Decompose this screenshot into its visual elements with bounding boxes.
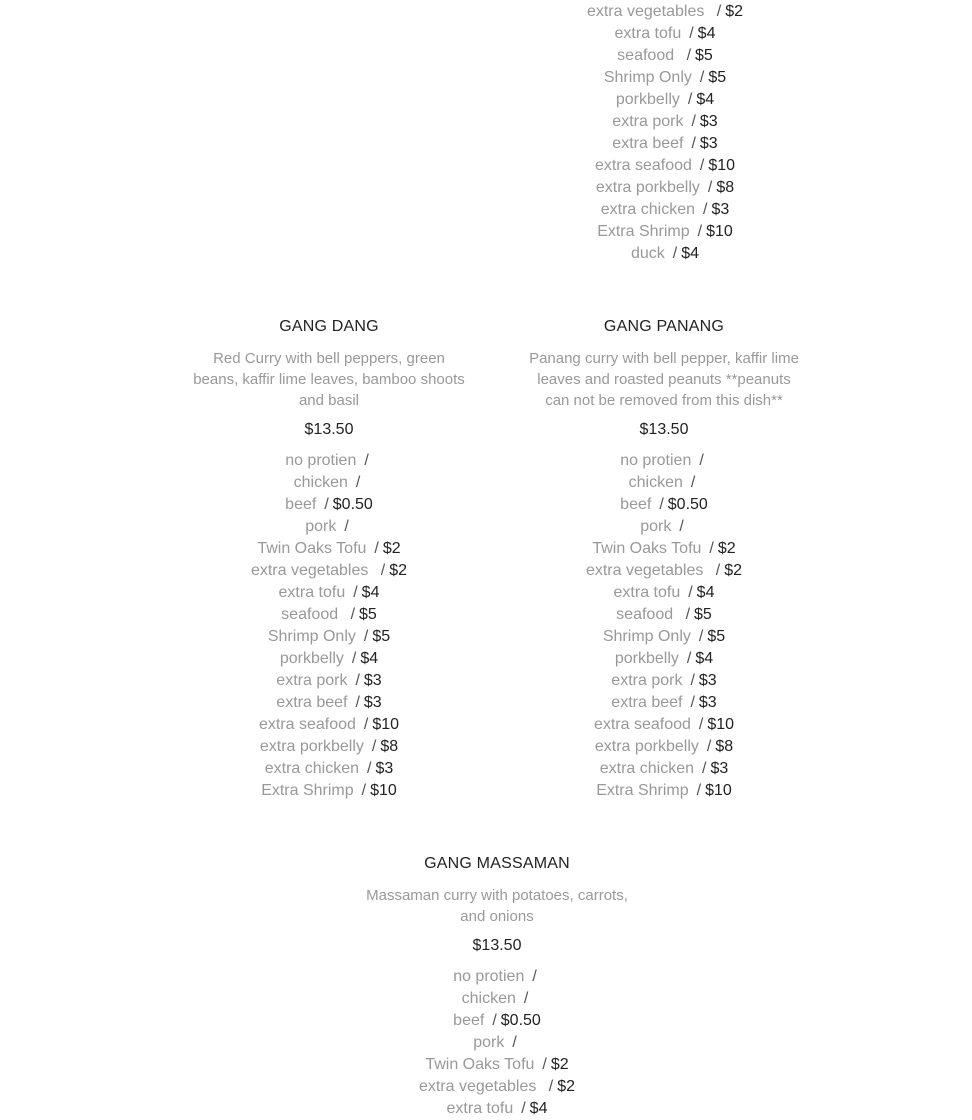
option-row: [529, 450, 799, 472]
option-separator: /: [702, 760, 707, 777]
menu-item-title: GANG MASSAMAN: [424, 855, 570, 872]
option-price: $4: [695, 650, 714, 667]
option-row: [362, 1010, 632, 1032]
option-row: [530, 133, 800, 155]
option-price: $4: [361, 584, 380, 601]
option-separator: /: [364, 452, 369, 469]
option-name: pork: [305, 518, 337, 535]
option-name: extra beef: [611, 694, 683, 711]
option-price: $2: [717, 540, 736, 557]
option-row: [189, 604, 469, 626]
option-name: extra porkbelly: [595, 179, 700, 196]
option-price: $10: [705, 782, 732, 799]
option-name: beef: [285, 496, 317, 513]
option-name: Extra Shrimp: [596, 782, 689, 799]
option-name: Shrimp Only: [267, 628, 356, 645]
option-price: $0.50: [332, 496, 373, 513]
option-name: extra tofu: [614, 25, 682, 42]
option-price: $3: [710, 760, 729, 777]
option-row: [530, 111, 800, 133]
menu-item-price: $13.50: [304, 421, 354, 438]
menu-item-gang-dang: [189, 317, 469, 802]
option-name: pork: [473, 1034, 505, 1051]
option-separator: /: [687, 91, 693, 108]
option-separator: /: [699, 452, 704, 469]
option-row: [530, 23, 800, 45]
option-row: [530, 89, 800, 111]
option-price: $8: [380, 738, 399, 755]
option-separator: /: [659, 496, 664, 513]
option-price: $5: [695, 47, 713, 64]
option-name: extra chicken: [599, 760, 694, 777]
option-price: $5: [359, 606, 377, 623]
option-separator: /: [355, 474, 361, 491]
option-name: porkbelly: [279, 650, 344, 667]
option-price: $10: [370, 782, 397, 799]
option-separator: /: [698, 628, 704, 645]
menu-item-price: $13.50: [472, 937, 522, 954]
menu-item-description: Massaman curry with potatoes, carrots, and onions: [366, 887, 628, 925]
option-separator: /: [521, 1100, 526, 1117]
option-separator: /: [542, 1056, 547, 1073]
option-name: extra vegetables: [418, 1078, 541, 1095]
option-row: [529, 582, 799, 604]
option-separator: /: [696, 782, 702, 799]
option-separator: /: [350, 606, 356, 623]
option-row: [189, 494, 469, 516]
option-separator: /: [716, 3, 722, 20]
option-price: $8: [716, 179, 735, 196]
option-list: [362, 966, 632, 1120]
option-separator: /: [691, 135, 696, 152]
option-separator: /: [374, 540, 379, 557]
option-name: extra tofu: [446, 1100, 514, 1117]
option-separator: /: [698, 716, 704, 733]
option-price: $3: [363, 694, 382, 711]
option-separator: /: [715, 562, 721, 579]
option-separator: /: [689, 25, 694, 42]
option-separator: /: [512, 1034, 517, 1051]
option-row: [530, 67, 800, 89]
option-price: $4: [529, 1100, 548, 1117]
option-price: $10: [708, 157, 736, 174]
option-price: $3: [699, 113, 718, 130]
option-name: beef: [620, 496, 652, 513]
option-row: [189, 626, 469, 648]
option-row: [189, 450, 469, 472]
option-row: [529, 494, 799, 516]
option-separator: /: [532, 968, 537, 985]
option-price: $3: [698, 694, 717, 711]
option-price: $2: [557, 1078, 576, 1095]
option-name: porkbelly: [614, 650, 679, 667]
option-name: seafood: [616, 606, 678, 623]
option-separator: /: [703, 201, 708, 218]
option-name: extra seafood: [258, 716, 356, 733]
option-name: seafood: [617, 47, 679, 64]
option-name: extra chicken: [264, 760, 359, 777]
option-row: [189, 670, 469, 692]
option-separator: /: [690, 474, 696, 491]
menu-item-gang-massaman: [362, 854, 632, 1120]
option-name: seafood: [281, 606, 343, 623]
option-name: extra beef: [612, 135, 684, 152]
option-separator: /: [355, 672, 360, 689]
option-separator: /: [344, 518, 349, 535]
option-name: extra seafood: [593, 716, 691, 733]
option-row: [529, 758, 799, 780]
option-name: duck: [630, 245, 665, 262]
option-name: no protien: [620, 452, 692, 469]
option-row: [530, 177, 800, 199]
option-name: extra tofu: [613, 584, 681, 601]
option-name: Shrimp Only: [602, 628, 691, 645]
option-price: $4: [360, 650, 379, 667]
option-price: $5: [372, 628, 391, 645]
option-row: [362, 1054, 632, 1076]
option-row: [189, 758, 469, 780]
option-price: $5: [707, 628, 726, 645]
option-separator: /: [548, 1078, 554, 1095]
option-price: $10: [707, 716, 735, 733]
option-name: beef: [453, 1012, 485, 1029]
option-name: porkbelly: [615, 91, 680, 108]
option-name: extra chicken: [600, 201, 695, 218]
option-row: [530, 199, 800, 221]
option-price: $5: [694, 606, 712, 623]
option-name: extra pork: [276, 672, 348, 689]
option-row: [530, 155, 800, 177]
option-separator: /: [380, 562, 386, 579]
menu-item-description: Red Curry with bell peppers, green beans, kaffir lime leaves, bamboo shoots and basil: [193, 350, 465, 409]
option-price: $4: [696, 91, 715, 108]
option-separator: /: [685, 606, 691, 623]
option-row: [530, 1, 800, 23]
option-separator: /: [492, 1012, 497, 1029]
option-name: Twin Oaks Tofu: [425, 1056, 535, 1073]
option-row: [362, 988, 632, 1010]
option-name: extra vegetables: [585, 562, 708, 579]
option-price: $3: [698, 672, 717, 689]
option-name: extra vegetables: [586, 3, 709, 20]
menu-item-price: $13.50: [639, 421, 689, 438]
option-separator: /: [523, 990, 529, 1007]
option-price: $4: [697, 25, 716, 42]
option-name: extra pork: [611, 672, 683, 689]
option-row: [189, 582, 469, 604]
option-row: [530, 243, 800, 265]
option-name: extra porkbelly: [594, 738, 699, 755]
option-row: [529, 692, 799, 714]
option-separator: /: [699, 69, 705, 86]
option-separator: /: [355, 694, 360, 711]
menu-item-gang-panang: [529, 317, 799, 802]
option-price: $2: [550, 1056, 569, 1073]
option-separator: /: [699, 157, 705, 174]
option-price: $0.50: [500, 1012, 541, 1029]
option-row: [529, 648, 799, 670]
option-row: [529, 472, 799, 494]
option-separator: /: [688, 584, 693, 601]
option-separator: /: [691, 113, 696, 130]
menu-item-title: GANG DANG: [279, 318, 379, 335]
option-separator: /: [672, 245, 678, 262]
option-price: $2: [389, 562, 408, 579]
option-separator: /: [686, 47, 692, 64]
option-price: $4: [681, 245, 700, 262]
menu-item-title: GANG PANANG: [603, 318, 725, 335]
option-price: $8: [715, 738, 734, 755]
option-row: [529, 626, 799, 648]
option-separator: /: [361, 782, 367, 799]
option-row: [529, 736, 799, 758]
option-row: [529, 670, 799, 692]
option-name: chicken: [628, 474, 683, 491]
option-separator: /: [690, 672, 695, 689]
option-name: chicken: [293, 474, 348, 491]
option-list: [529, 450, 799, 802]
option-row: [529, 604, 799, 626]
option-row: [529, 780, 799, 802]
option-separator: /: [697, 223, 703, 240]
option-name: extra pork: [612, 113, 684, 130]
option-list: [189, 450, 469, 802]
option-row: [362, 966, 632, 988]
option-name: Twin Oaks Tofu: [257, 540, 367, 557]
option-name: extra seafood: [594, 157, 692, 174]
option-row: [189, 538, 469, 560]
option-row: [362, 1098, 632, 1120]
option-name: no protien: [453, 968, 525, 985]
option-row: [529, 560, 799, 582]
option-name: extra tofu: [278, 584, 346, 601]
option-row: [189, 560, 469, 582]
option-separator: /: [324, 496, 329, 513]
option-separator: /: [690, 694, 695, 711]
option-name: Twin Oaks Tofu: [592, 540, 702, 557]
option-price: $0.50: [667, 496, 708, 513]
option-row: [189, 692, 469, 714]
option-price: $2: [724, 562, 743, 579]
option-separator: /: [706, 738, 712, 755]
option-row: [529, 516, 799, 538]
option-price: $4: [696, 584, 715, 601]
option-separator: /: [351, 650, 357, 667]
option-name: pork: [640, 518, 672, 535]
option-row: [530, 45, 800, 67]
option-row: [189, 780, 469, 802]
option-price: $2: [382, 540, 401, 557]
option-row: [362, 1032, 632, 1054]
option-price: $2: [725, 3, 744, 20]
option-name: Shrimp Only: [603, 69, 692, 86]
option-separator: /: [709, 540, 714, 557]
option-price: $5: [708, 69, 727, 86]
option-row: [189, 648, 469, 670]
option-name: extra vegetables: [250, 562, 373, 579]
option-price: $3: [699, 135, 718, 152]
option-name: extra beef: [276, 694, 348, 711]
option-name: no protien: [285, 452, 357, 469]
option-name: Extra Shrimp: [261, 782, 354, 799]
option-separator: /: [679, 518, 684, 535]
option-price: $3: [375, 760, 394, 777]
option-separator: /: [371, 738, 377, 755]
option-price: $3: [711, 201, 730, 218]
option-name: chicken: [461, 990, 516, 1007]
option-separator: /: [353, 584, 358, 601]
option-name: extra porkbelly: [259, 738, 364, 755]
option-row: [189, 472, 469, 494]
option-separator: /: [367, 760, 372, 777]
option-separator: /: [363, 716, 369, 733]
option-row: [529, 714, 799, 736]
option-price: $10: [372, 716, 400, 733]
option-row: [530, 221, 800, 243]
option-price: $10: [706, 223, 733, 240]
option-row: [189, 736, 469, 758]
option-separator: /: [707, 179, 713, 196]
option-list: [530, 1, 800, 265]
option-separator: /: [686, 650, 692, 667]
option-name: Extra Shrimp: [597, 223, 690, 240]
menu-item-description: Panang curry with bell pepper, kaffir lime leaves and roasted peanuts **peanuts can not be removed from this dish**: [529, 350, 799, 409]
option-separator: /: [363, 628, 369, 645]
option-row: [529, 538, 799, 560]
top-partial-menu-item: [530, 1, 800, 265]
option-row: [189, 714, 469, 736]
option-row: [362, 1076, 632, 1098]
option-price: $3: [363, 672, 382, 689]
option-row: [189, 516, 469, 538]
